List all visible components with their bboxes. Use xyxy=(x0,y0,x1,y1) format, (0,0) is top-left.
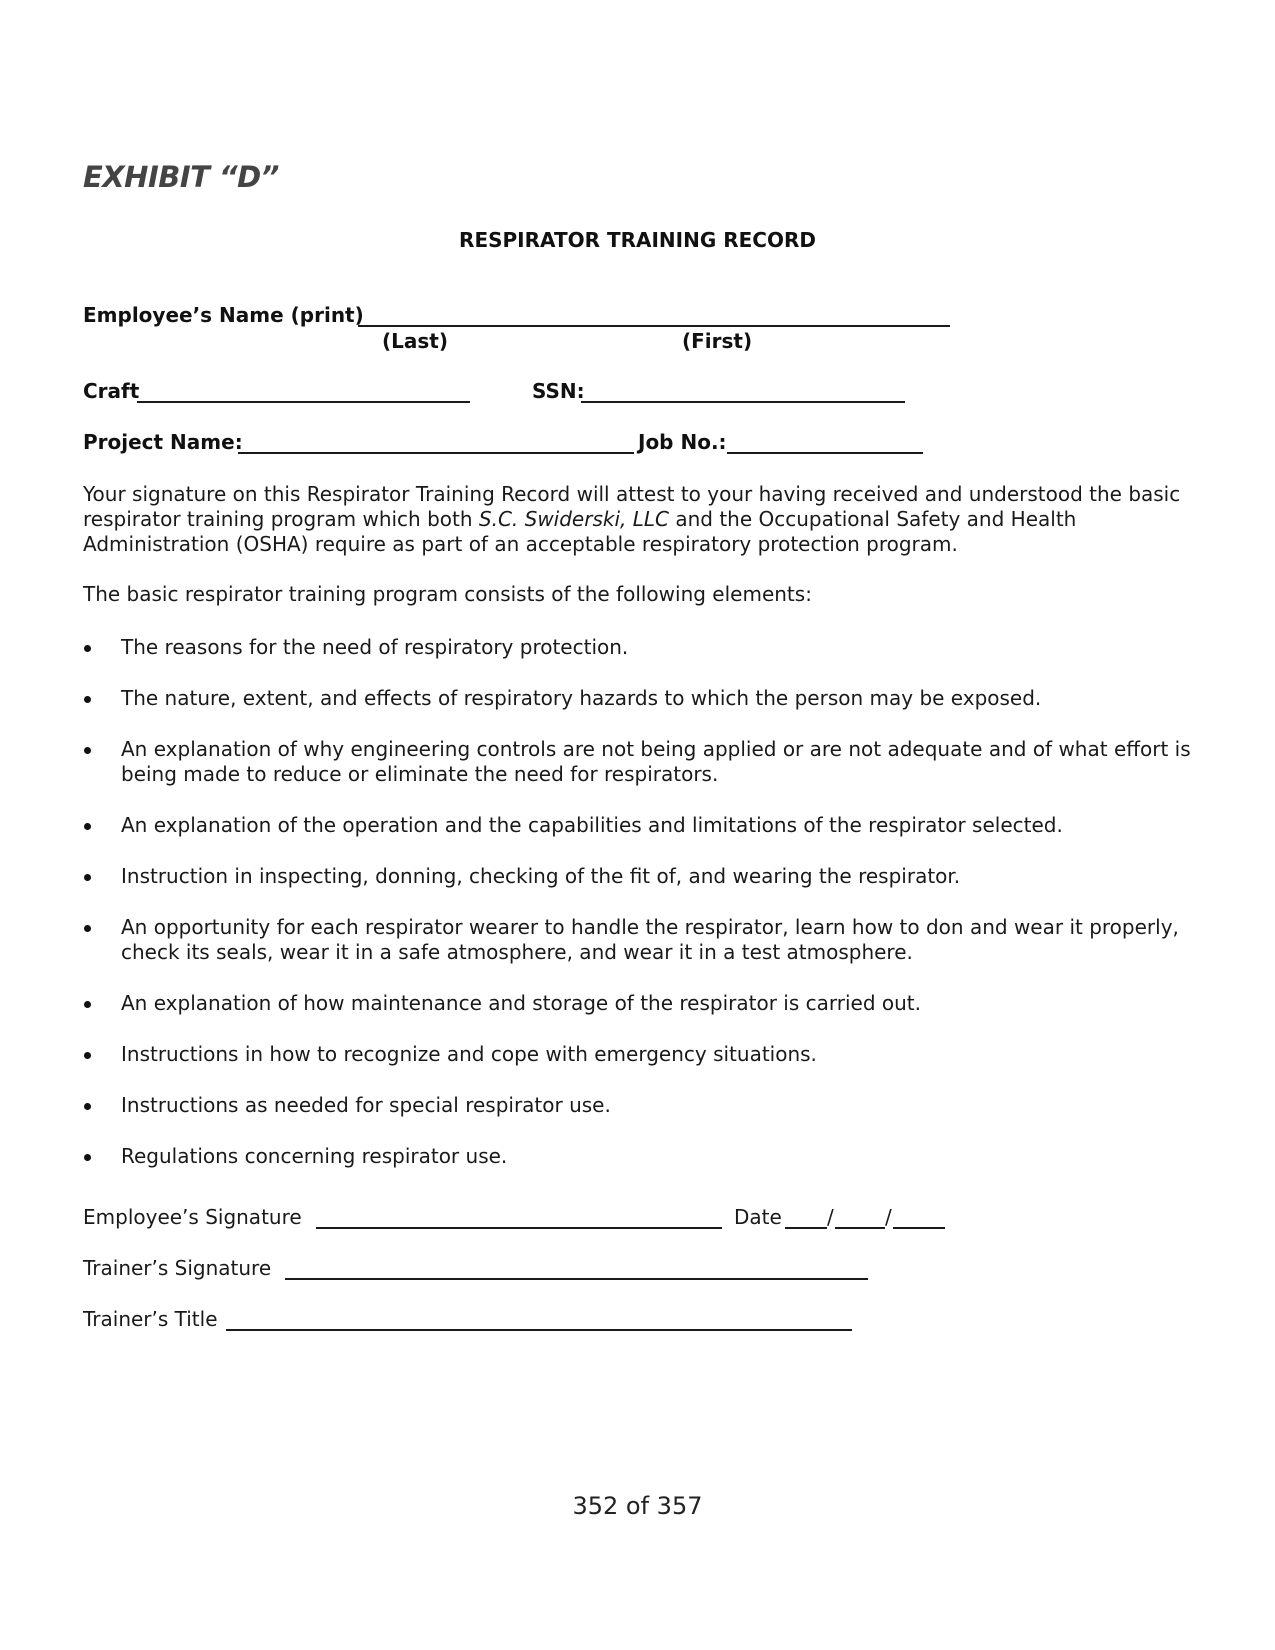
intro-text-post: and the Occupational Safety and Health Administration (OSHA) require as part of an acceptable respiratory protection program. xyxy=(83,507,1077,556)
craft-label: Craft xyxy=(83,379,140,403)
training-elements-list xyxy=(83,635,1203,1169)
project-name-line[interactable] xyxy=(238,452,634,454)
first-name-label: (First) xyxy=(682,329,753,353)
ssn-label: SSN: xyxy=(532,379,585,403)
page-number: 352 of 357 xyxy=(572,1492,703,1520)
trainer-title-line[interactable] xyxy=(226,1329,852,1331)
date-separator: / xyxy=(827,1205,834,1229)
bullet-icon xyxy=(84,874,91,881)
document-title: RESPIRATOR TRAINING RECORD xyxy=(459,228,816,252)
trainer-title-label: Trainer’s Title xyxy=(83,1307,218,1331)
elements-intro: The basic respirator training program consists of the following elements: xyxy=(83,582,812,606)
bullet-icon xyxy=(84,1103,91,1110)
list-item: The reasons for the need of respiratory protection. xyxy=(83,635,1203,660)
employee-name-label: Employee’s Name (print) xyxy=(83,303,364,327)
craft-line[interactable] xyxy=(137,401,470,403)
job-no-label: Job No.: xyxy=(638,430,727,454)
bullet-icon xyxy=(84,645,91,652)
bullet-icon xyxy=(84,696,91,703)
bullet-icon xyxy=(84,823,91,830)
list-item: Instructions as needed for special respirator use. xyxy=(83,1093,1203,1118)
employee-name-line[interactable] xyxy=(358,325,950,327)
trainer-signature-line[interactable] xyxy=(285,1278,868,1280)
employee-signature-label: Employee’s Signature xyxy=(83,1205,302,1229)
company-name: S.C. Swiderski, LLC xyxy=(478,507,669,531)
date-year-line[interactable] xyxy=(893,1227,945,1229)
date-label: Date xyxy=(734,1205,782,1229)
ssn-line[interactable] xyxy=(581,401,905,403)
date-separator: / xyxy=(885,1205,892,1229)
bullet-icon xyxy=(84,1154,91,1161)
list-item: Regulations concerning respirator use. xyxy=(83,1144,1203,1169)
bullet-icon xyxy=(84,1052,91,1059)
list-item: An opportunity for each respirator wearer to handle the respirator, learn how to don and wear it properly, check its seals, wear it in a safe atmosphere, and wear it in a test atmosphere. xyxy=(83,915,1203,965)
employee-signature-line[interactable] xyxy=(316,1227,722,1229)
last-name-label: (Last) xyxy=(382,329,448,353)
date-day-line[interactable] xyxy=(835,1227,885,1229)
intro-text-pre: Your signature on this Respirator Training Record will attest to your having received and understood the basic respirator training program which both xyxy=(83,482,1181,531)
project-name-label: Project Name: xyxy=(83,430,243,454)
list-item: An explanation of the operation and the capabilities and limitations of the respirator selected. xyxy=(83,813,1203,838)
list-item: An explanation of how maintenance and storage of the respirator is carried out. xyxy=(83,991,1203,1016)
list-item: Instructions in how to recognize and cope with emergency situations. xyxy=(83,1042,1203,1067)
intro-paragraph xyxy=(83,482,1198,557)
date-month-line[interactable] xyxy=(785,1227,827,1229)
trainer-signature-label: Trainer’s Signature xyxy=(83,1256,272,1280)
list-item: An explanation of why engineering controls are not being applied or are not adequate and of what effort is being made to reduce or eliminate the need for respirators. xyxy=(83,737,1203,787)
list-item: The nature, extent, and effects of respiratory hazards to which the person may be exposed. xyxy=(83,686,1203,711)
bullet-icon xyxy=(84,1001,91,1008)
bullet-icon xyxy=(84,747,91,754)
exhibit-heading: EXHIBIT “D” xyxy=(83,160,279,194)
job-no-line[interactable] xyxy=(727,452,923,454)
list-item: Instruction in inspecting, donning, checking of the fit of, and wearing the respirator. xyxy=(83,864,1203,889)
bullet-icon xyxy=(84,925,91,932)
